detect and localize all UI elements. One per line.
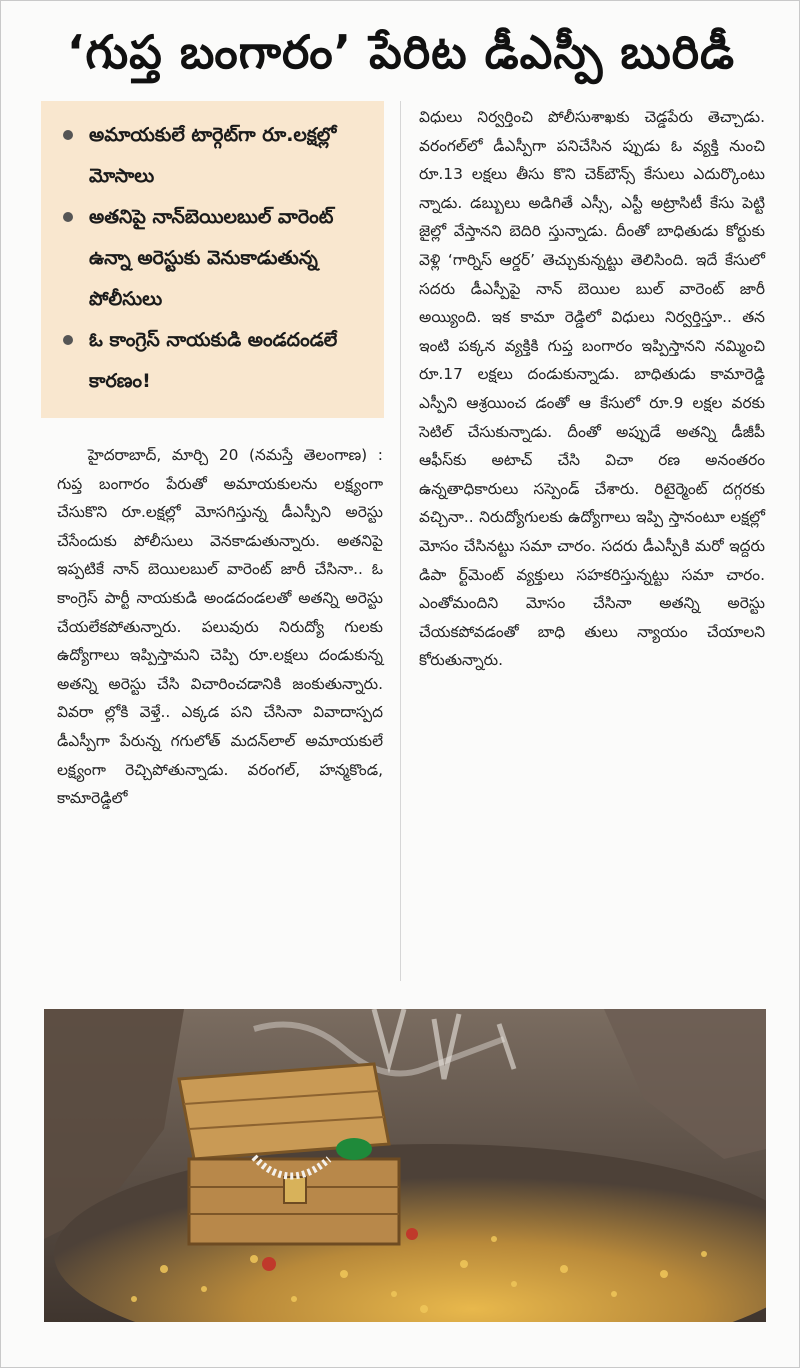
treasure-chest-photo [44, 1009, 766, 1322]
highlights-box [41, 101, 384, 418]
article-body-right: విధులు నిర్వర్తించి పోలీసుశాఖకు చెడ్డపేరు తెచ్చాడు. వరంగల్‌లో డీఎస్పీగా పనిచేసిన ప్పుడు ఓ వ్యక్తి నుంచి రూ.13 లక్షలు తీసు కొని చెక్‌బౌన్స్ కేసులు ఎదుర్కొంటు న్నాడు. డబ్బులు అడిగితే ఎస్సీ, ఎస్టీ అట్రాసిటీ కేసు పెట్టి జైల్లో వేస్తానని బెదిరి స్తున్నాడు. దీంతో బాధితుడు కోర్టుకు వెళ్లి ‘గార్నిస్ ఆర్డర్’ తెచ్చుకున్నట్టు తెలిసింది. ఇదే కేసులో సదరు డీఎస్పీపై నాన్ బెయిల బుల్ వారెంట్ జారీ అయ్యింది. ఇక కామా రెడ్డిలో విధులు నిర్వర్తిస్తూ.. తన ఇంటి పక్కన వ్యక్తికి గుప్త బంగారం ఇప్పిస్తానని నమ్మించి రూ.17 లక్షలు దండుకున్నాడు. బాధితుడు కామారెడ్డి ఎస్పీని ఆశ్రయించ డంతో ఆ కేసులో రూ.9 లక్షల వరకు సెటిల్ చేసుకున్నాడు. దీంతో అప్పుడే అతన్ని డీజీపీ ఆఫీస్‌కు అటాచ్ చేసి విచా రణ అనంతరం ఉన్నతాధికారులు సస్పెండ్ చేశారు. రిటైర్మెంట్ దగ్గరకు వచ్చినా.. నిరుద్యోగులకు ఉద్యోగాలు ఇప్పి స్తానంటూ లక్షల్లో మోసం చేసినట్టు సమా చారం. సదరు డీఎస్పీకి మరో ఇద్దరు డిపా ర్ట్‌మెంట్ వ్యక్తులు సహకరిస్తున్నట్టు సమా చారం. ఎంతోమందిని మోసం చేసినా అతన్ని అరెస్టు చేయకపోవడంతో బాధి తులు న్యాయం చేయాలని కోరుతున్నారు. [419, 108, 765, 670]
highlight-item [63, 197, 372, 320]
highlight-text: ఓ కాంగ్రెస్ నాయకుడి అండదండలే కారణం! [89, 329, 338, 392]
highlight-text: అమాయకులే టార్గెట్‌గా రూ.లక్షల్లో మోసాలు [89, 124, 337, 187]
highlight-text: అతనిపై నాన్‌బెయిలబుల్ వారెంట్ ఉన్నా అరెస్టుకు వెనుకాడుతున్న పోలీసులు [89, 206, 334, 310]
green-gem [336, 1138, 372, 1160]
highlight-item [63, 320, 372, 402]
bullet-icon [63, 335, 73, 345]
highlight-item [63, 115, 372, 197]
article-body-left: హైదరాబాద్, మార్చి 20 (నమస్తే తెలంగాణ) : గుప్త బంగారం పేరుతో అమాయకులను లక్ష్యంగా చేసుకొని రూ.లక్షల్లో మోసగిస్తున్న డీఎస్పీని అరెస్టు చేసేందుకు పోలీసులు వెనకాడుతున్నారు. అతనిపై ఇప్పటికే నాన్ బెయిలబుల్ వారెంట్ జారీ చేసినా.. ఓ కాంగ్రెస్ పార్టీ నాయకుడి అండదండలతో అతన్ని అరెస్టు చేయలేకపోతున్నారు. పలువురు నిరుద్యో గులకు ఉద్యోగాలు ఇప్పిస్తామని చెప్పి రూ.లక్షలు దండుకున్న అతన్ని అరెస్టు చేసి విచారించడానికి జంకుతున్నారు. వివరా ల్లోకి వెళ్తే.. ఎక్కడ పని చేసినా వివాదాస్పద డీఎస్పీగా పేరున్న గగులోత్ మదన్‌లాల్ అమాయకులే లక్ష్యంగా రెచ్చిపోతున్నాడు. వరంగల్, హన్మకొండ, కామారెడ్డిలో [57, 446, 383, 808]
red-gem [406, 1228, 418, 1240]
red-gem [262, 1257, 276, 1271]
column-divider [400, 101, 401, 981]
bullet-icon [63, 130, 73, 140]
bullet-icon [63, 212, 73, 222]
headline: ‘గుప్త బంగారం’ పేరిట డీఎస్పీ బురిడీ [66, 25, 736, 79]
treasure-chest-illustration [44, 1009, 766, 1322]
